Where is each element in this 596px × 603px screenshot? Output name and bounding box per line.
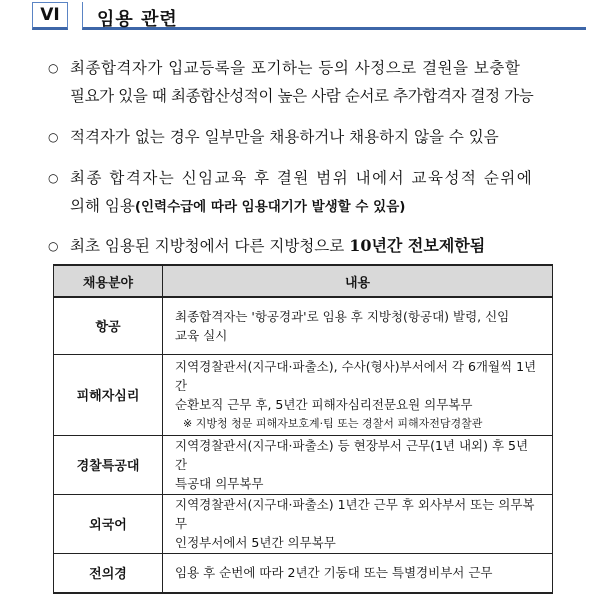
bullet-circle-icon: ○: [48, 171, 59, 185]
bullet-3-line-2-prefix: 의해 임용: [70, 197, 135, 215]
row-content: [163, 297, 553, 354]
row-content-line: 인정부서에서 5년간 의무복무: [175, 535, 336, 550]
row-content: [163, 553, 553, 593]
bullet-circle-icon: ○: [48, 239, 59, 253]
section-number: VI: [32, 2, 68, 30]
row-content: [163, 435, 553, 494]
bullet-3-line-1: 최종 합격자는 신임교육 후 결원 범위 내에서 교육성적 순위에: [70, 169, 534, 187]
row-content-line: 임용 후 순번에 따라 2년간 기동대 또는 특별경비부서 근무: [175, 565, 493, 581]
bullet-circle-icon: ○: [48, 61, 59, 75]
table-row: [54, 354, 553, 435]
bullet-2-line-1: 적격자가 없는 경우 일부만을 채용하거나 채용하지 않을 수 있음: [70, 128, 499, 146]
row-content-line: 최종합격자는 '항공경과'로 임용 후 지방청(항공대) 발령, 신임: [175, 308, 510, 324]
table-row: [54, 435, 553, 494]
section-title: 임용 관련: [97, 9, 178, 30]
bullet-4-emphasis: 10년간 전보제한됨: [349, 236, 486, 255]
table-row: [54, 494, 553, 553]
row-content-line: 특공대 의무복무: [175, 476, 264, 491]
row-content: [163, 494, 553, 553]
table-header-row: [54, 265, 553, 297]
row-content-line: 지역경찰관서(지구대·파출소), 수사(형사)부서에서 각 6개월씩 1년간: [175, 358, 537, 393]
appointment-table: [53, 264, 553, 594]
row-content-note: ※ 지방청 청문 피해자보호계·팀 또는 경찰서 피해자전담경찰관: [183, 416, 483, 430]
bullet-3-note: (인력수급에 따라 임용대기가 발생할 수 있음): [134, 199, 406, 215]
row-category: 항공: [54, 297, 163, 354]
row-content-line: 지역경찰관서(지구대·파출소) 등 현장부서 근무(1년 내외) 후 5년간: [175, 438, 529, 472]
row-content-line: 순환보직 근무 후, 5년간 피해자심리전문요원 의무복무: [175, 396, 473, 412]
row-category: 피해자심리: [54, 354, 163, 435]
bullet-3-line-2: [70, 192, 570, 221]
table-row: [54, 553, 553, 593]
row-content-line: 지역경찰관서(지구대·파출소) 1년간 근무 후 외사부서 또는 의무복무: [175, 497, 535, 531]
row-category: 경찰특공대: [54, 435, 163, 494]
row-content-line: 교육 실시: [175, 327, 228, 343]
bullet-4-text: 최초 임용된 지방청에서 다른 지방청으로: [70, 237, 350, 255]
table-row: [54, 297, 553, 354]
row-category: 외국어: [54, 494, 163, 553]
row-content: [163, 354, 553, 435]
bullet-1-line-2: 필요가 있을 때 최종합산성적이 높은 사람 순서로 추가합격자 결정 가능: [70, 87, 534, 105]
row-category: 전의경: [54, 553, 163, 593]
header-category: 채용분야: [54, 265, 163, 297]
bullet-4-line-1: [70, 232, 570, 260]
section-title-bar: [82, 2, 586, 30]
header-content: 내용: [163, 265, 553, 297]
bullet-circle-icon: ○: [48, 130, 59, 144]
bullet-1-line-1: 최종합격자가 입교등록을 포기하는 등의 사정으로 결원을 보충할: [70, 59, 521, 77]
